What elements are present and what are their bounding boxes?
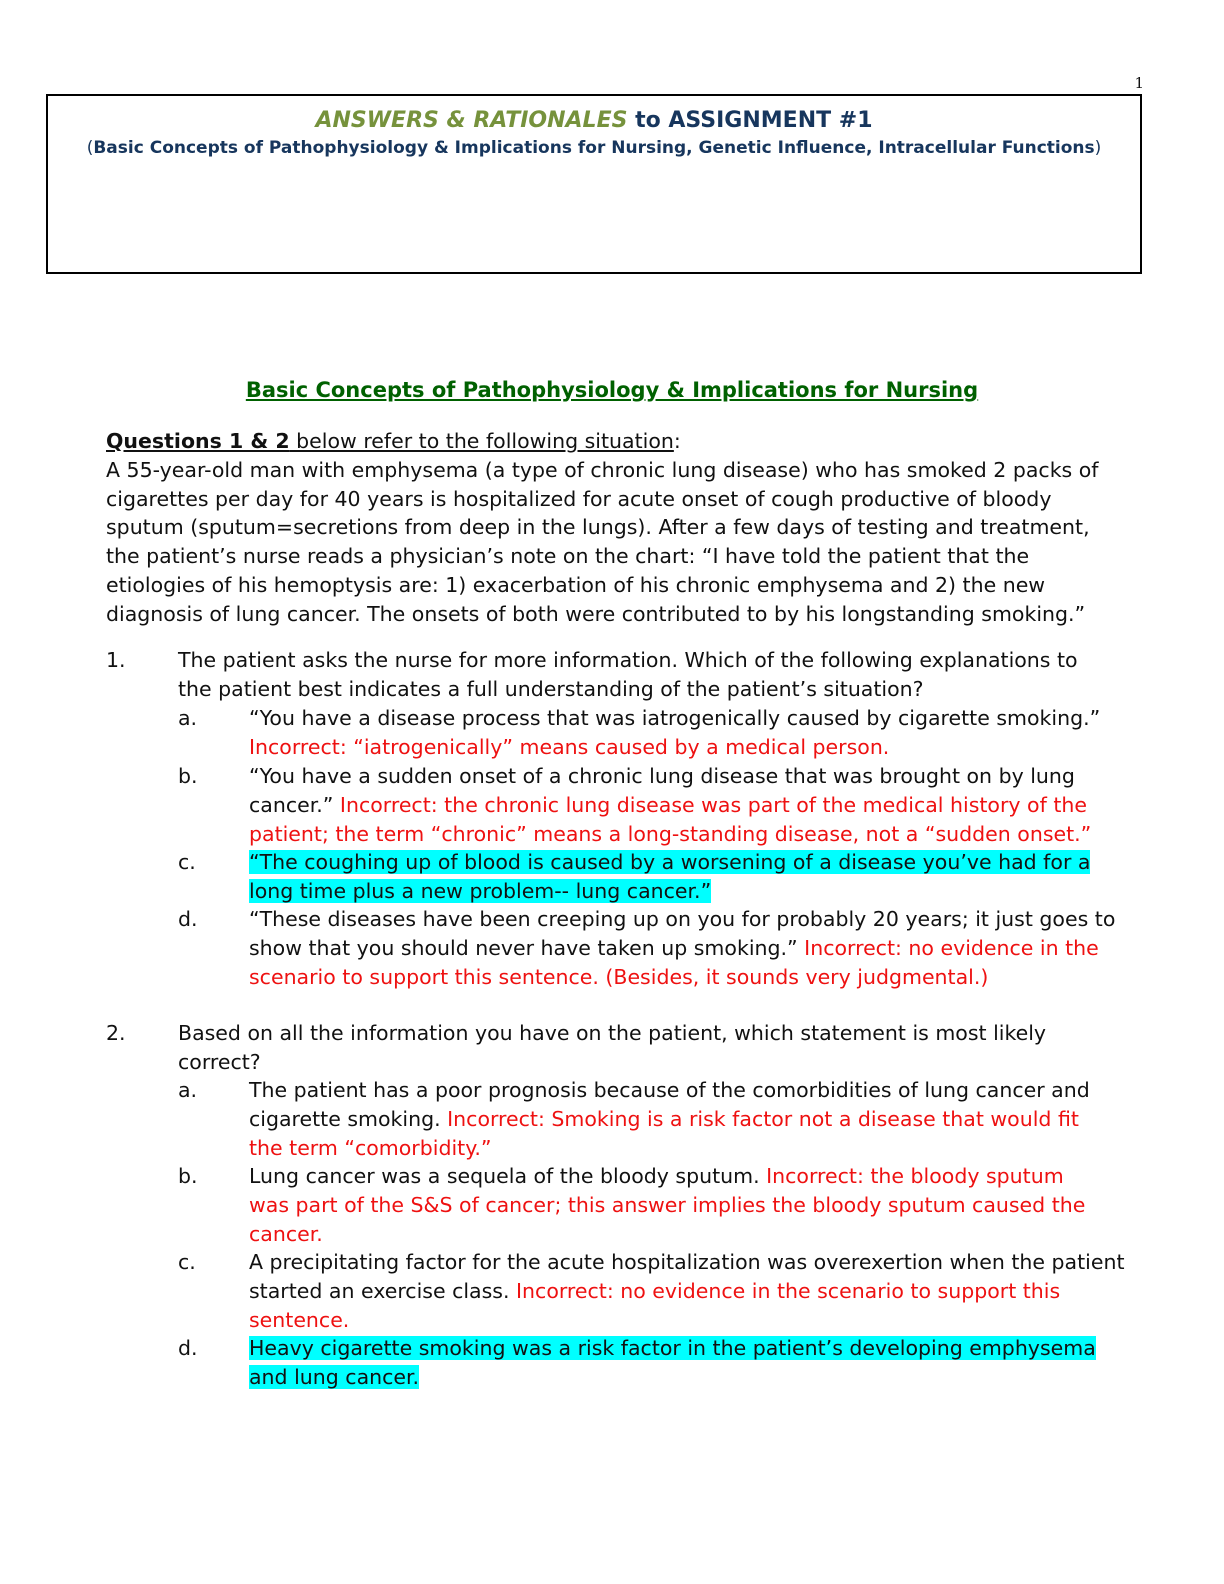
- highlighted-answer: “The coughing up of blood is caused by a worsening of a disease you’ve had for a: [249, 850, 1091, 874]
- scenario-line: cigarettes per day for 40 years is hospitalized for acute onset of cough productive of bloody: [106, 486, 1052, 511]
- scenario: [106, 427, 1099, 629]
- question-1-number: 1.: [106, 648, 126, 672]
- q2-option-c: [249, 1248, 1124, 1334]
- option-line: [249, 791, 1091, 820]
- title-accent: ANSWERS & RATIONALES: [315, 108, 628, 133]
- option-line: [249, 1162, 1085, 1191]
- questions-colon: :: [673, 429, 681, 453]
- rationale-text: Incorrect: Smoking is a risk factor not a disease that would fit: [447, 1106, 1079, 1131]
- section-heading: Basic Concepts of Pathophysiology & Implications for Nursing: [245, 378, 979, 402]
- scenario-line: diagnosis of lung cancer. The onsets of both were contributed to by his longstanding smoking.”: [106, 601, 1086, 626]
- q1-option-c-letter: c.: [178, 850, 196, 874]
- rationale-text: was part of the S&S of cancer; this answer implies the bloody sputum caused the: [249, 1192, 1086, 1217]
- assignment-subtitle: [48, 138, 1140, 158]
- q1-option-b: [249, 762, 1091, 848]
- option-text: “These diseases have been creeping up on you for probably 20 years; it just goes to: [249, 907, 1116, 931]
- q2-option-b-letter: b.: [178, 1164, 198, 1188]
- rationale-text: the term “comorbidity.”: [249, 1135, 492, 1160]
- q1-option-d-letter: d.: [178, 907, 198, 931]
- q2-option-b: [249, 1162, 1085, 1248]
- q1-option-d: [249, 905, 1115, 991]
- q2-option-a-letter: a.: [178, 1078, 198, 1102]
- rationale-text: sentence.: [249, 1307, 350, 1332]
- q1-option-c-correct: [249, 848, 1090, 906]
- rationale-text: scenario to support this sentence. (Besides, it sounds very judgmental.): [249, 964, 989, 989]
- option-text: “You have a sudden onset of a chronic lung disease that was brought on by lung: [249, 764, 1075, 788]
- option-line: [249, 934, 1115, 963]
- option-text: A precipitating factor for the acute hospitalization was overexertion when the patient: [249, 1250, 1125, 1274]
- questions-refer: below refer to the following situation: [289, 429, 674, 453]
- title-rest: to ASSIGNMENT #1: [627, 108, 873, 133]
- subtitle-close-paren: ): [1094, 138, 1102, 158]
- scenario-line: sputum (sputum=secretions from deep in the lungs). After a few days of testing and treatment,: [106, 515, 1090, 540]
- option-text: show that you should never have taken up smoking.”: [249, 935, 805, 960]
- header-box: [46, 94, 1142, 274]
- stem-line: Based on all the information you have on the patient, which statement is most likely: [178, 1021, 1047, 1045]
- q1-option-a-letter: a.: [178, 706, 198, 730]
- highlighted-answer: long time plus a new problem-- lung cancer.”: [249, 878, 712, 903]
- assignment-title: [48, 108, 1140, 133]
- stem-line: The patient asks the nurse for more information. Which of the following explanations to: [178, 648, 1078, 672]
- stem-line: correct?: [178, 1049, 261, 1074]
- rationale-text: Incorrect: no evidence in the scenario to support this: [516, 1278, 1061, 1303]
- option-line: [249, 1277, 1124, 1306]
- q2-option-a: [249, 1076, 1090, 1162]
- highlighted-answer: Heavy cigarette smoking was a risk factor in the patient’s developing emphysema: [249, 1336, 1096, 1360]
- question-2-stem: [178, 1019, 1046, 1077]
- q2-option-d-correct: [249, 1334, 1096, 1392]
- option-text: “You have a disease process that was iatrogenically caused by cigarette smoking.”: [249, 706, 1101, 730]
- rationale-text: Incorrect: “iatrogenically” means caused by a medical person.: [249, 734, 890, 759]
- option-text: cigarette smoking.: [249, 1106, 448, 1131]
- rationale-text: cancer.: [249, 1221, 323, 1246]
- scenario-line: etiologies of his hemoptysis are: 1) exacerbation of his chronic emphysema and 2) the new: [106, 572, 1046, 597]
- highlighted-answer: and lung cancer.: [249, 1364, 420, 1389]
- option-line: [249, 1105, 1090, 1134]
- page-number: 1: [1134, 74, 1144, 92]
- rationale-text: patient; the term “chronic” means a long-standing disease, not a “sudden onset.”: [249, 821, 1092, 846]
- rationale-text: Incorrect: the chronic lung disease was part of the medical history of the: [339, 792, 1087, 817]
- subtitle-text: Basic Concepts of Pathophysiology & Implications for Nursing, Genetic Influence, Intracellular Functions: [93, 138, 1095, 158]
- q1-option-b-letter: b.: [178, 764, 198, 788]
- rationale-text: Incorrect: no evidence in the: [804, 935, 1099, 960]
- q2-option-c-letter: c.: [178, 1250, 196, 1274]
- q2-option-d-letter: d.: [178, 1336, 198, 1360]
- rationale-text: Incorrect: the bloody sputum: [766, 1164, 1064, 1188]
- option-text: Lung cancer was a sequela of the bloody sputum.: [249, 1164, 767, 1188]
- question-1-stem: [178, 646, 1078, 704]
- q1-option-a: [249, 704, 1100, 762]
- question-2-number: 2.: [106, 1021, 126, 1045]
- stem-line: the patient best indicates a full understanding of the patient’s situation?: [178, 676, 924, 701]
- option-text: cancer.”: [249, 792, 340, 817]
- option-text: started an exercise class.: [249, 1278, 517, 1303]
- scenario-intro: [106, 427, 1099, 456]
- questions-label: Questions 1 & 2: [106, 429, 290, 453]
- option-text: The patient has a poor prognosis because of the comorbidities of lung cancer and: [249, 1078, 1090, 1102]
- scenario-line: the patient’s nurse reads a physician’s note on the chart: “I have told the patient that the: [106, 544, 1030, 569]
- scenario-line: A 55-year-old man with emphysema (a type of chronic lung disease) who has smoked 2 packs of: [106, 457, 1099, 482]
- subtitle-open-paren: (: [86, 138, 94, 158]
